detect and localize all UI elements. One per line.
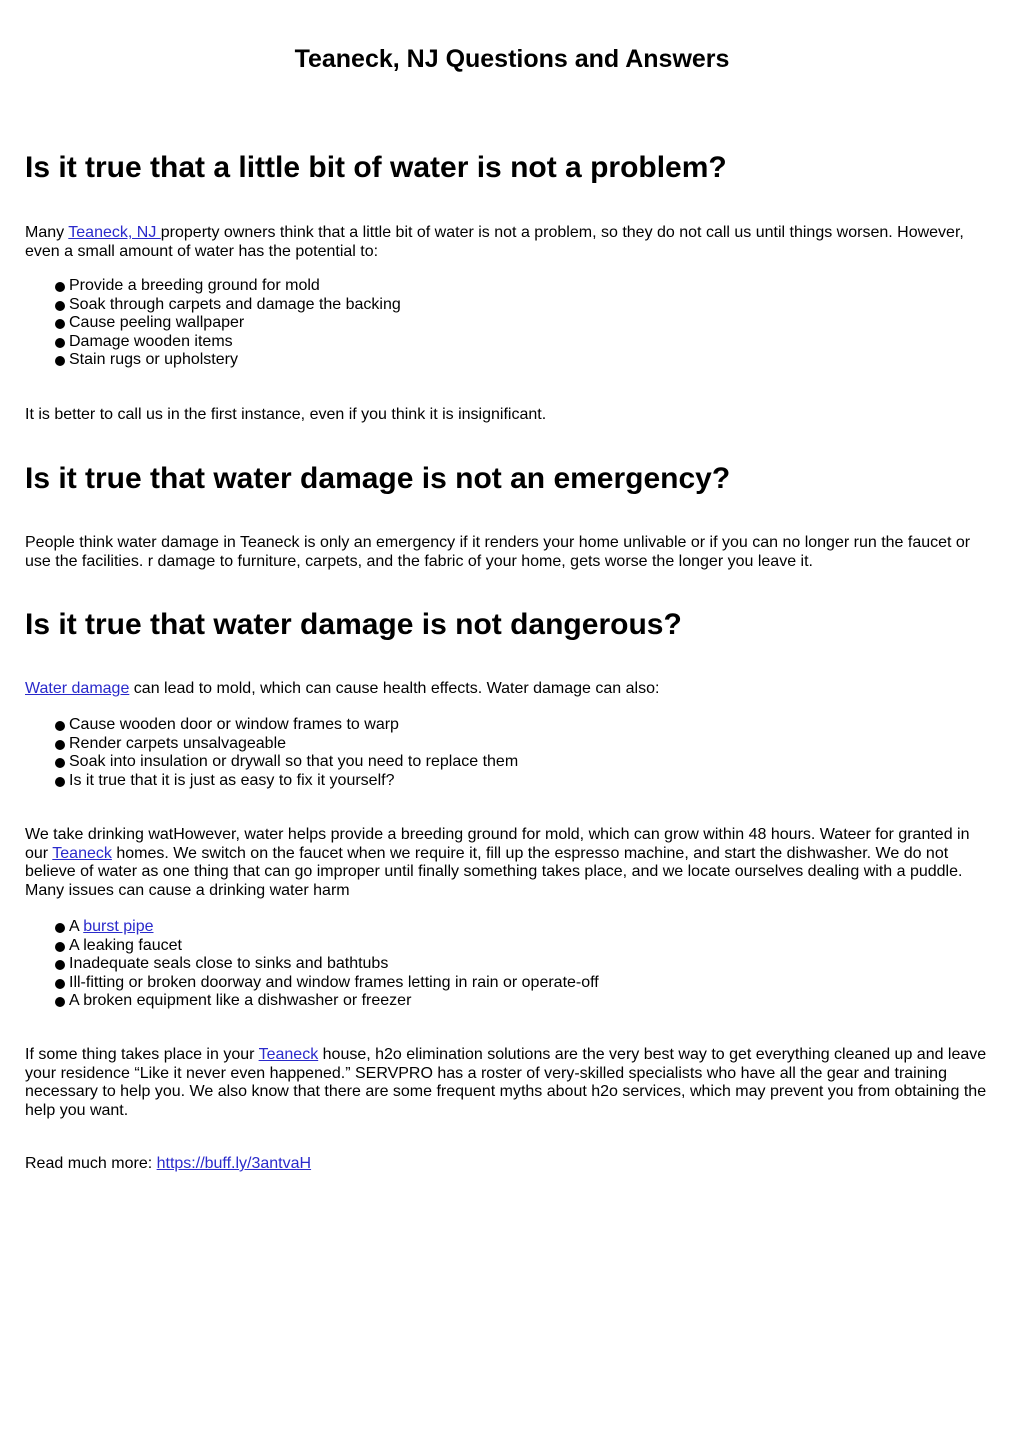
list-item <box>25 974 599 993</box>
bullet-icon <box>55 777 65 787</box>
list-item-text: Damage wooden items <box>69 332 233 350</box>
bullet-icon <box>55 721 65 731</box>
section-heading-not-emergency: Is it true that water damage is not an emergency? <box>25 462 731 495</box>
bullet-icon <box>55 758 65 768</box>
list-item-text: Cause peeling wallpaper <box>69 314 245 332</box>
list-item <box>25 937 599 956</box>
list-item-text: Inadequate seals close to sinks and bathtubs <box>69 955 389 973</box>
list-item-text: Soak into insulation or drywall so that you need to replace them <box>69 753 519 771</box>
list-item <box>25 955 599 974</box>
section1-intro <box>25 224 990 261</box>
section1-intro-post: property owners think that a little bit of water is not a problem, so they do not call us until things worsen. However, even a small amount of water has the potential to: <box>25 224 964 260</box>
bullet-icon <box>55 942 65 952</box>
section3-list <box>25 716 518 790</box>
causes-list <box>25 918 599 1011</box>
list-item <box>25 735 518 754</box>
list-item-text: Provide a breeding ground for mold <box>69 277 320 294</box>
list-item-text: Is it true that it is just as easy to fix it yourself? <box>69 771 395 789</box>
list-item <box>25 772 518 791</box>
section2-body: People think water damage in Teaneck is only an emergency if it renders your home unlivable or if you can no longer run the faucet or use the facilities. r damage to furniture, carpets, and the fabric of your home, gets worse the longer you leave it. <box>25 534 971 570</box>
bullet-icon <box>55 960 65 970</box>
list-item-text: Stain rugs or upholstery <box>69 351 238 369</box>
list-item <box>25 296 401 315</box>
teaneck-house-link[interactable]: Teaneck <box>258 1046 319 1063</box>
section-heading-not-dangerous: Is it true that water damage is not dangerous? <box>25 608 682 641</box>
bullet-icon <box>55 740 65 750</box>
bullet-icon <box>55 319 65 329</box>
section1-intro-pre: Many <box>25 224 69 241</box>
section1-list <box>25 277 401 370</box>
closing-paragraph <box>25 1046 990 1120</box>
list-item <box>25 333 401 352</box>
section3-intro <box>25 680 990 699</box>
list-item-text: A broken equipment like a dishwasher or freezer <box>69 992 412 1010</box>
burst-pipe-link[interactable]: burst pipe <box>83 918 154 935</box>
list-item-text: A leaking faucet <box>69 936 182 954</box>
causes-paragraph-post: homes. We switch on the faucet when we require it, fill up the espresso machine, and start the dishwasher. We do not believe of water as one thing that can go improper until finally something takes place, and we locate ourselves dealing with a puddle. Many issues can cause a drinking water harm <box>25 844 963 899</box>
list-item-text: Cause wooden door or window frames to warp <box>69 716 399 733</box>
bullet-icon <box>55 979 65 989</box>
list-item <box>25 277 401 296</box>
list-item-text: Ill-fitting or broken doorway and window frames letting in rain or operate-off <box>69 973 599 991</box>
teaneck-nj-link[interactable]: Teaneck, NJ <box>68 224 161 241</box>
read-more-link[interactable]: https://buff.ly/3antvaH <box>156 1155 312 1172</box>
list-item <box>25 992 599 1011</box>
list-item <box>25 314 401 333</box>
section-heading-little-water: Is it true that a little bit of water is not a problem? <box>25 151 727 184</box>
causes-paragraph-pre: We take drinking watHowever, water helps provide a breeding ground for mold, which can grow within 48 hours. Wateer for granted in our <box>25 826 970 862</box>
bullet-icon <box>55 301 65 311</box>
bullet-icon <box>55 997 65 1007</box>
list-item <box>25 918 599 937</box>
causes-paragraph <box>25 826 990 900</box>
read-more <box>25 1155 990 1174</box>
bullet-icon <box>55 338 65 348</box>
bullet-icon <box>55 923 65 933</box>
bullet-icon <box>55 356 65 366</box>
list-item <box>25 716 518 735</box>
closing-paragraph-post: house, h2o elimination solutions are the very best way to get everything cleaned up and leave your residence “Like it never even happened.” SERVPRO has a roster of very-skilled specialists who have all the gear and training necessary to help you. We also know that there are some frequent myths about h2o services, which may prevent you from obtaining the help you want. <box>25 1046 987 1119</box>
list-item-text: Render carpets unsalvageable <box>69 734 287 752</box>
list-item <box>25 753 518 772</box>
read-more-label: Read much more: <box>25 1155 157 1172</box>
list-item <box>25 351 401 370</box>
water-damage-link[interactable]: Water damage <box>25 680 130 697</box>
section3-intro-post: can lead to mold, which can cause health effects. Water damage can also: <box>129 680 660 697</box>
section1-outro: It is better to call us in the first instance, even if you think it is insignificant. <box>25 406 547 423</box>
teaneck-link[interactable]: Teaneck <box>52 844 112 862</box>
list-item-text: A <box>69 918 84 935</box>
list-item-text: Soak through carpets and damage the backing <box>69 295 401 313</box>
closing-paragraph-pre: If some thing takes place in your <box>25 1046 259 1063</box>
page-title: Teaneck, NJ Questions and Answers <box>294 45 730 73</box>
bullet-icon <box>55 282 65 292</box>
